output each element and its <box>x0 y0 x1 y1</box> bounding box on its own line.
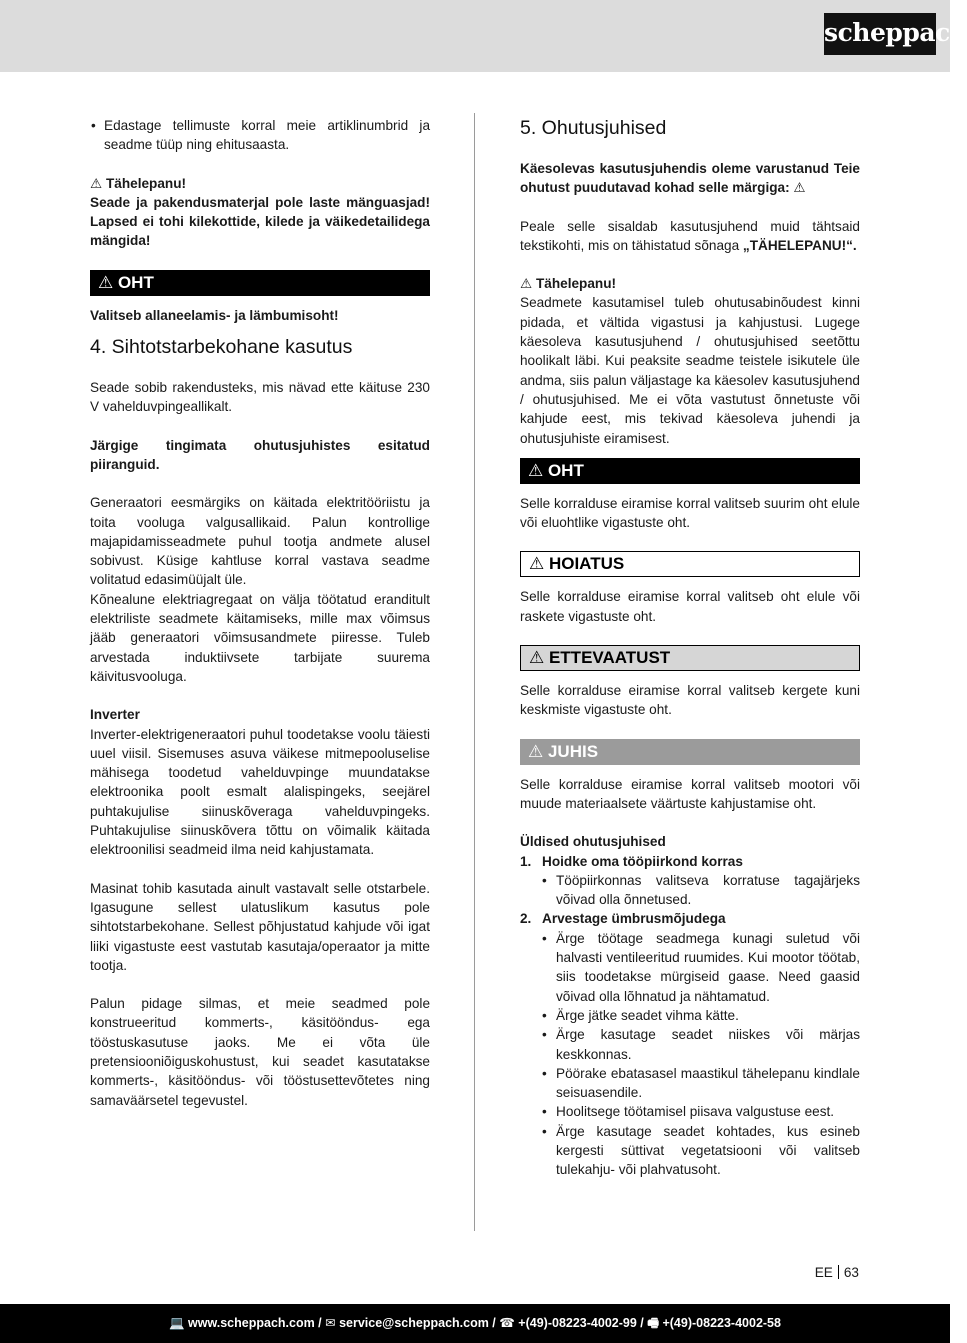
juhis-text: Selle korralduse eiramise korral valitseb mootori või muude materiaalsete väärtuste kahjustamise oht. <box>520 776 860 811</box>
paragraph: Generaatori eesmärgiks on käitada elektritööriistu ja toita vooluga valgusallikaid. Palun kontrollige majapidamisseadmete puhul tootja andmete alusel sobivust. Küsige kahtluse korral vastava seadme volitatud edasimüüjalt üle. <box>90 495 430 588</box>
page-number-value: 63 <box>843 1265 859 1280</box>
item-number: 1. <box>520 853 532 869</box>
item-title: Hoidke oma tööpiirkond korras <box>542 853 743 869</box>
oht-box: ⚠ OHT <box>520 458 860 484</box>
paragraph-bold: Järgige tingimata ohutusjuhistes esitatud piiranguid. <box>90 437 430 472</box>
hoiatus-box: ⚠ HOIATUS <box>520 551 860 577</box>
list-item: • Ärge jätke seadet vihma kätte. <box>520 1006 860 1025</box>
paragraph: Seade sobib rakendusteks, mis nävad ette käituse 230 V vahelduvpingeallikalt. <box>90 380 430 415</box>
footer-contact-bar: 💻 www.scheppach.com / ✉ service@scheppach.com / ☎ +(49)-08223-4002-99 / 🖷 +(49)-08223-4002-58 <box>0 1304 950 1343</box>
right-column <box>520 116 860 1180</box>
intro-text: Peale selle sisaldab kasutusjuhend muid tähtsaid tekstikohti, mis on tähistatud sõnaga <box>520 218 860 253</box>
list-item: • Pöörake ebatasasel maastikul tähelepanu kindlale seisuasendile. <box>520 1064 860 1103</box>
column-divider <box>474 113 475 1231</box>
item-title: Arvestage ümbrusmõjudega <box>542 911 726 927</box>
danger-box: ⚠ OHT <box>90 270 430 296</box>
numbered-item <box>520 909 860 928</box>
list-item: • Tööpiirkonnas valitseva korratuse tagajärjeks võivad olla õnnetused. <box>520 871 860 910</box>
ettevaatust-text: Selle korralduse eiramise korral valitseb kergete kuni keskmiste vigastuste oht. <box>520 683 860 718</box>
danger-text: Valitseb allaneelamis- ja lämbumisoht! <box>90 307 339 323</box>
attention-text: Seade ja pakendusmaterjal pole laste mänguasjad! Lapsed ei tohi kilekottide, kilede ja väikedetailidega mängida! <box>90 194 430 249</box>
paragraph: Inverter-elektrigeneraatori puhul toodetakse voolu täiesti uuel viisil. Sisemuses asuva väikese mitmepooluselise mähisega toodetud vahelduvpinge muundatakse elektroonika poolt esmalt alalispingeks, seejärel puhtakujulise siinuskõveraga vahelduvpingeks. Puhtakujulise siinuskõvera tõttu on võimalik käitada elektroonilisi seadmeid ilma neid kahjustamata. <box>90 726 430 858</box>
item-number: 2. <box>520 911 532 927</box>
list-item: • Ärge töötage seadmega kunagi suletud või halvasti ventileeritud ruumides. Kui mootor töötab, siis toodetakse mürgiseid gaase. Need gaasid võivad olla lõhnatud ja nähtamatud. <box>520 929 860 1006</box>
hoiatus-text: Selle korralduse eiramise korral valitseb oht elule või raskete vigastuste oht. <box>520 589 860 624</box>
ettevaatust-box: ⚠ ETTEVAATUST <box>520 645 860 671</box>
subheading: Inverter <box>90 707 140 723</box>
paragraph: Kõnealune elektriagregaat on välja töötatud eranditult elektriliste seadmete käitamiseks, mille max võimsus jääb generaatori võimsusandmete piiresse. Tuleb arvestada induktiivsete tarbijate suurema käivitusvooluga. <box>90 591 430 684</box>
juhis-box: ⚠ JUHIS <box>520 739 860 765</box>
intro-keyword: „TÄHELEPANU!“. <box>742 237 857 253</box>
list-item: • Ärge kasutage seadet niiskes või märjas keskkonnas. <box>520 1025 860 1064</box>
intro-paragraph <box>520 217 860 256</box>
attention-text: Seadmete kasutamisel tuleb ohutusabinõudest kinni pidada, et vältida vigastusi ja kahjustusi. Lugege käesoleva kasutusjuhend / ohutusjuhised seetõttu hoolikalt läbi. Kui peaksite seadme teistele isikutele üle andma, siis palun väljastage ka käesolev kasutusjuhend / ohutusjuhised. Me ei võta vastutust õnnetuste või kahjude eest, mis tekivad käesoleva juhendi ja ohutusjuhiste eiramisest. <box>520 295 860 446</box>
paragraph: Palun pidage silmas, et meie seadmed pole konstrueeritud kommerts-, käsitööndus- ega tööstuskasutuse jaoks. Me ei võta üle pretensiooniõiguskohustust, kui seadet kasutatakse kommerts-, käsitööndus- või tööstusettevõtetes ning samaväärsetel tegevustel. <box>90 996 430 1108</box>
page-number <box>815 1265 859 1280</box>
header-bar <box>0 0 967 72</box>
subheading: Üldised ohutusjuhised <box>520 834 666 850</box>
oht-text: Selle korralduse eiramise korral valitseb suurim oht elule või eluohtlike vigastuste oht. <box>520 495 860 531</box>
left-column <box>90 116 430 1110</box>
paragraph: Masinat tohib kasutada ainult vastavalt selle otstarbele. Igasugune sellest ulatuslikum kasutus pole sihtotstarbekohane. Sellest põhjustatud kahjude või igat liiki vigastuste eest vastutab kasutaja/operaator ja mitte tootja. <box>90 880 430 973</box>
attention-title: ⚠ Tähelepanu! <box>520 276 617 292</box>
numbered-item <box>520 852 860 871</box>
intro-bold: Käesolevas kasutusjuhendis oleme varustanud Teie ohutust puudutavad kohad selle märgiga: ⚠ <box>520 161 860 196</box>
list-item: • Ärge kasutage seadet kohtades, kus esineb kergesti süttivat vegetatsiooni või valitseb tulekahju- või plahvatusoht. <box>520 1122 860 1180</box>
brand-logo: scheppach <box>824 13 936 55</box>
list-item: • Edastage tellimuste korral meie artiklinumbrid ja seadme tüüp ning ehitusaasta. <box>90 116 430 155</box>
language-code: EE <box>814 1265 833 1280</box>
list-item: • Hoolitsege töötamisel piisava valgustuse eest. <box>520 1102 860 1121</box>
section-title: 4. Sihtotstarbekohane kasutus <box>90 336 353 359</box>
attention-title: ⚠ Tähelepanu! <box>90 175 187 191</box>
section-title: 5. Ohutusjuhised <box>520 117 667 139</box>
